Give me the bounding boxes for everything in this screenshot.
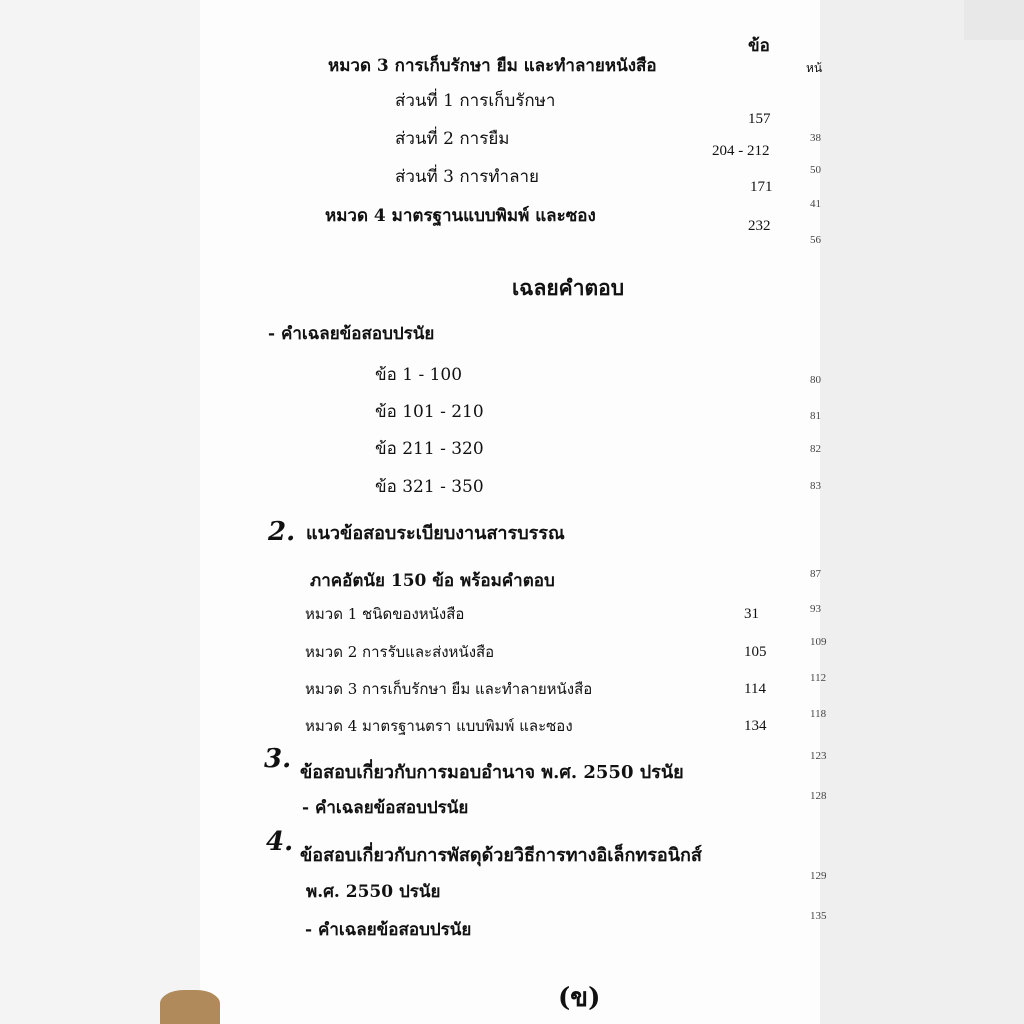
section3-part1-no: 157 (748, 111, 771, 127)
page-number: 41 (810, 198, 821, 210)
page-number: 123 (810, 750, 827, 762)
page-number: 118 (810, 708, 827, 720)
page-number: 135 (810, 910, 827, 922)
section3-part3: ส่วนที่ 3 การทำลาย (395, 167, 540, 187)
column-header: ข้อ (748, 36, 770, 56)
thumb (160, 990, 220, 1024)
section3-part1: ส่วนที่ 1 การเก็บรักษา (395, 91, 556, 111)
item2-row-2: หมวด 2 การรับและส่งหนังสือ (305, 643, 495, 661)
item4-number: 4. (266, 827, 294, 857)
item3-title: ข้อสอบเกี่ยวกับการมอบอำนาจ พ.ศ. 2550 ปรนัย (300, 762, 684, 783)
item3-number: 3. (264, 744, 292, 774)
section4-title: หมวด 4 มาตรฐานแบบพิมพ์ และซอง (325, 206, 596, 226)
item2-subtitle: ภาคอัตนัย 150 ข้อ พร้อมคำตอบ (310, 571, 555, 591)
answer-key-label: - คำเฉลยข้อสอบปรนัย (268, 324, 435, 344)
page-label: (ข) (558, 983, 601, 1013)
page-number: 50 (810, 164, 821, 176)
page-number: 81 (810, 410, 821, 422)
page-number: 38 (810, 132, 821, 144)
item2-row-4-no: 134 (744, 718, 767, 734)
answer-range-2: ข้อ 101 - 210 (375, 402, 484, 422)
adjacent-page (820, 0, 1024, 1024)
section3-part2: ส่วนที่ 2 การยืม (395, 129, 510, 149)
item4-title-line2: พ.ศ. 2550 ปรนัย (306, 882, 441, 902)
item2-row-3: หมวด 3 การเก็บรักษา ยืม และทำลายหนังสือ (305, 680, 593, 698)
item2-row-3-no: 114 (744, 681, 766, 697)
page-number: 82 (810, 443, 821, 455)
item2-row-4: หมวด 4 มาตรฐานตรา แบบพิมพ์ และซอง (305, 717, 573, 735)
item3-sub: - คำเฉลยข้อสอบปรนัย (302, 798, 469, 818)
page-edge (964, 0, 1024, 40)
answer-range-4: ข้อ 321 - 350 (375, 477, 484, 497)
page-number: 56 (810, 234, 821, 246)
page-number: 87 (810, 568, 821, 580)
answer-range-3: ข้อ 211 - 320 (375, 439, 484, 459)
item2-number: 2. (268, 517, 296, 547)
item2-row-1: หมวด 1 ชนิดของหนังสือ (305, 605, 465, 623)
page-number: 93 (810, 603, 821, 615)
section3-title: หมวด 3 การเก็บรักษา ยืม และทำลายหนังสือ (328, 56, 657, 76)
item4-title: ข้อสอบเกี่ยวกับการพัสดุด้วยวิธีการทางอิเล็กทรอนิกส์ (300, 845, 702, 866)
section4-no: 232 (748, 218, 771, 234)
right-page-header: หน้ (806, 61, 823, 75)
answer-range-1: ข้อ 1 - 100 (375, 365, 463, 385)
item2-row-1-no: 31 (744, 606, 759, 622)
section3-part2-no: 204 - 212 (712, 143, 770, 159)
section3-part3-no: 171 (750, 179, 773, 195)
page-number: 129 (810, 870, 827, 882)
page-number: 83 (810, 480, 821, 492)
page-number: 109 (810, 636, 827, 648)
page-number: 112 (810, 672, 827, 684)
item4-sub: - คำเฉลยข้อสอบปรนัย (305, 920, 472, 940)
item2-title: แนวข้อสอบระเบียบงานสารบรรณ (306, 523, 565, 544)
page-number: 80 (810, 374, 821, 386)
item2-row-2-no: 105 (744, 644, 767, 660)
answers-heading: เฉลยคำตอบ (512, 275, 625, 300)
page-number: 128 (810, 790, 827, 802)
